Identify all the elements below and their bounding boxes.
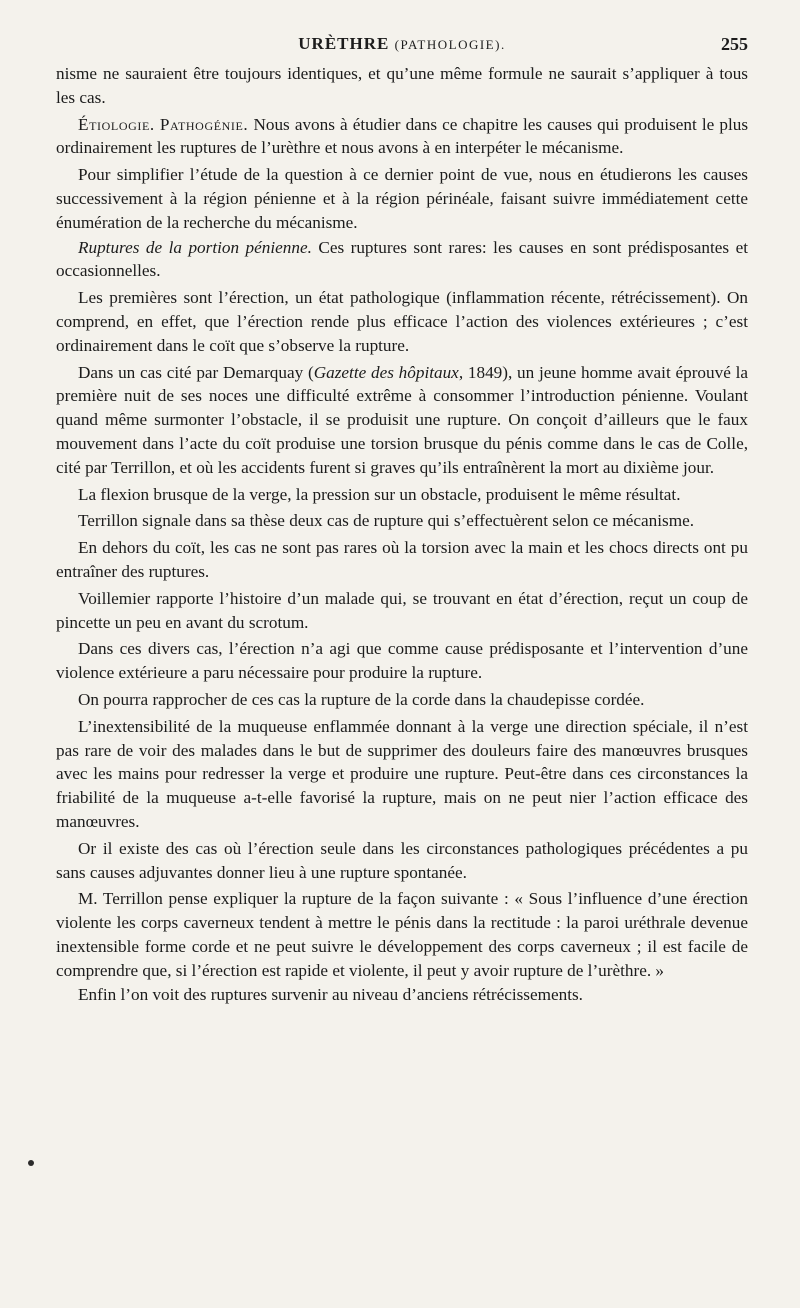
paragraph-text: Dans ces divers cas, l’érection n’a agi que comme cause prédisposante et l’intervention d’une violence extérieure a paru nécessaire pour produire la rupture.: [56, 639, 748, 683]
paragraph-text: Ces ruptures sont rares: les causes en sont prédisposantes et occasionnelles.: [56, 237, 748, 281]
paragraph: [56, 983, 748, 1007]
paragraph: [56, 715, 748, 834]
paragraph-text: Dans un cas cité par Demarquay (: [78, 362, 314, 382]
paragraph-ruptures-penienne: [56, 236, 748, 284]
paragraph-etiologie: [56, 113, 748, 161]
paragraph-text: nisme ne sauraient être toujours identiques, et qu’une même formule ne saurait s’appliquer à tous les cas.: [56, 64, 748, 107]
paragraph: [56, 163, 748, 234]
paragraph-citation: [56, 361, 748, 480]
paragraph: [56, 637, 748, 685]
paragraph-text: Enfin l’on voit des ruptures survenir au niveau d’anciens rétrécissements.: [78, 985, 583, 1005]
paragraph: [56, 509, 748, 533]
running-title-sub: (PATHOLOGIE).: [394, 37, 506, 52]
page-number: 255: [721, 34, 748, 54]
paragraph: [56, 688, 748, 712]
subsection-heading: Ruptures de la portion pénienne.: [78, 237, 312, 257]
running-title-main: URÈTHRE: [298, 34, 390, 53]
page-header: [56, 28, 748, 62]
paragraph-text: L’inextensibilité de la muqueuse enflammée donnant à la verge une direction spéciale, il n’est pas rare de voir des malades dans le but de supprimer des douleurs faire des manœuvres brusques avec les mains pour redresser la verge et produire une rupture. Peut-être dans ces circonstances la friabilité de la muqueuse a-t-elle favorisé la rupture, mais on ne peut nier l’action efficace des manœuvres.: [56, 716, 748, 831]
body-text: [56, 62, 748, 1007]
cited-journal: Gazette des hôpitaux: [313, 362, 459, 382]
paragraph: [56, 62, 748, 110]
section-label-pathogenie: Pathogénie.: [159, 114, 249, 134]
running-title: [56, 34, 748, 54]
paragraph-text: Voillemier rapporte l’histoire d’un malade qui, se trouvant en état d’érection, reçut un coup de pincette un peu en avant du scrotum.: [56, 588, 748, 632]
paragraph: [56, 483, 748, 507]
paragraph-text: , 1849), un jeune homme avait éprouvé la première nuit de ses noces une difficulté extrême à consommer l’introduction pénienne. Voulant quand même surmonter l’obstacle, il se produisit une rupture. On conçoit d’ailleurs que le faux mouvement dans l’acte du coït produise une torsion brusque du pénis comme dans le cas de Colle, cité par Terrillon, et où les accidents furent si graves qu’ils entraînèrent la mort au dixième jour.: [56, 362, 749, 477]
paragraph-text: Or il existe des cas où l’érection seule dans les circonstances pathologiques précédentes a pu sans causes adjuvantes donner lieu à une rupture spontanée.: [56, 838, 748, 882]
paragraph-text: La flexion brusque de la verge, la pression sur un obstacle, produisent le même résultat.: [78, 484, 681, 504]
paragraph-text: Terrillon signale dans sa thèse deux cas de rupture qui s’effectuèrent selon ce mécanisme.: [78, 511, 695, 531]
paragraph: [56, 587, 748, 635]
paragraph-text: M. Terrillon pense expliquer la rupture de la façon suivante : « Sous l’influence d’une érection violente les corps caverneux tendent à mettre le pénis dans la rectitude : la paroi uréthrale devenue inextensible forme corde et ne peut suivre le développement des corps caverneux ; il est facile de comprendre que, si l’érection est rapide et violente, il peut y avoir rupture de l’urèthre. »: [56, 889, 748, 980]
paragraph-text: On pourra rapprocher de ces cas la rupture de la corde dans la chaudepisse cordée.: [78, 689, 645, 709]
paragraph: [56, 887, 748, 982]
paragraph: [56, 837, 748, 885]
paragraph-text: En dehors du coït, les cas ne sont pas rares où la torsion avec la main et les chocs directs ont pu entraîner des ruptures.: [56, 538, 748, 581]
paragraph: [56, 286, 748, 357]
paragraph: [56, 536, 748, 584]
paragraph-text: Pour simplifier l’étude de la question à ce dernier point de vue, nous en étudierons les causes successivement à la région pénienne et à la région périnéale, faisant suivre immédiatement cette énumération de la recherche du mécanisme.: [56, 165, 748, 232]
book-page: [56, 28, 748, 1008]
margin-dot: [28, 1160, 34, 1166]
section-label-etiologie: Étiologie.: [78, 114, 155, 134]
paragraph-text: Nous avons à étudier dans ce chapitre les causes qui produisent le plus ordinairement les ruptures de l’urèthre et nous avons à en interpéter le mécanisme.: [56, 114, 749, 158]
paragraph-text: Les premières sont l’érection, un état pathologique (inflammation récente, rétrécissement). On comprend, en effet, que l’érection rende plus efficace l’action des violences extérieures ; c’est ordinairement dans le coït que s’observe la rupture.: [56, 288, 748, 355]
